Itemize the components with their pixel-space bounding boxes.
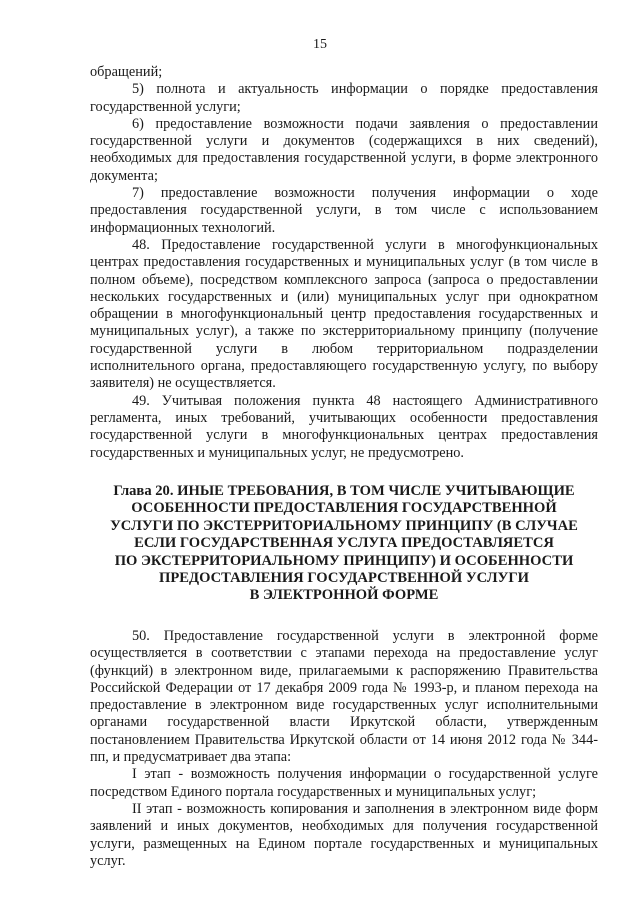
paragraph: I этап - возможность получения информации о государственной услуге посредством Единого портала государственных и муниципальных услуг; [90, 766, 598, 800]
chapter-heading-line: Глава 20. ИНЫЕ ТРЕБОВАНИЯ, В ТОМ ЧИСЛЕ УЧИТЫВАЮЩИЕ [113, 483, 575, 499]
paragraph: 49. Учитывая положения пункта 48 настоящего Административного регламента, иных требований, учитывающих особенности предоставления государственной услуги в многофункциональных центрах предоставления государственных и муниципальных услуг, не предусмотрено. [90, 392, 598, 461]
chapter-heading [90, 483, 598, 605]
paragraph: II этап - возможность копирования и заполнения в электронном виде форм заявлений и иных документов, необходимых для получения государственной услуги, размещенных на Едином портале государственных и муниципальных услуг. [90, 800, 598, 869]
paragraph: 6) предоставление возможности подачи заявления о предоставлении государственной услуги и документов (содержащихся в них сведений), необходимых для предоставления государственной услуги, в форме электронного документа; [90, 115, 598, 184]
body-text-bottom [90, 628, 598, 870]
chapter-heading-line: ОСОБЕННОСТИ ПРЕДОСТАВЛЕНИЯ ГОСУДАРСТВЕННОЙ [131, 500, 557, 517]
paragraph: 5) полнота и актуальность информации о порядке предоставления государственной услуги; [90, 81, 598, 115]
page-number: 15 [313, 37, 327, 52]
paragraph: 50. Предоставление государственной услуги в электронной форме осуществляется в соответствии с этапами перехода на предоставление услуг (функций) в электронном виде, прилагаемыми к распоряжению Правительства Российской Федерации от 17 декабря 2009 года № 1993-р, и планом перехода на предоставление в электронном виде государственных услуг исполнительными органами государственной власти Иркутской области, утвержденным постановлением Правительства Иркутской области от 14 июня 2012 года № 344-пп, и предусматривает два этапа: [90, 628, 598, 766]
chapter-heading-line: ПРЕДОСТАВЛЕНИЯ ГОСУДАРСТВЕННОЙ УСЛУГИ [159, 570, 529, 587]
chapter-heading-line: УСЛУГИ ПО ЭКСТЕРРИТОРИАЛЬНОМУ ПРИНЦИПУ (В СЛУЧАЕ [110, 517, 578, 534]
paragraph: 48. Предоставление государственной услуги в многофункциональных центрах предоставления государственных и муниципальных услуг (в том числе в полном объеме), посредством комплексного запроса (запроса о предоставлении нескольких государственных и (или) муниципальных услуг при однократном обращении в многофункциональный центр предоставления государственных и муниципальных услуг), а также по экстерриториальному принципу (получение государственной услуги в любом территориальном подразделении исполнительного органа, предоставляющего государственную услугу, по выбору заявителя) не осуществляется. [90, 236, 598, 392]
body-text-top [90, 64, 598, 462]
paragraph: 7) предоставление возможности получения информации о ходе предоставления государственной услуги, в том числе с использованием информационных технологий. [90, 185, 598, 236]
chapter-heading-line: В ЭЛЕКТРОННОЙ ФОРМЕ [249, 587, 439, 604]
paragraph: обращений; [90, 64, 163, 80]
chapter-heading-line: ПО ЭКСТЕРРИТОРИАЛЬНОМУ ПРИНЦИПУ) И ОСОБЕННОСТИ [114, 552, 574, 569]
chapter-heading-line: ЕСЛИ ГОСУДАРСТВЕННАЯ УСЛУГА ПРЕДОСТАВЛЯЕТСЯ [134, 535, 554, 552]
